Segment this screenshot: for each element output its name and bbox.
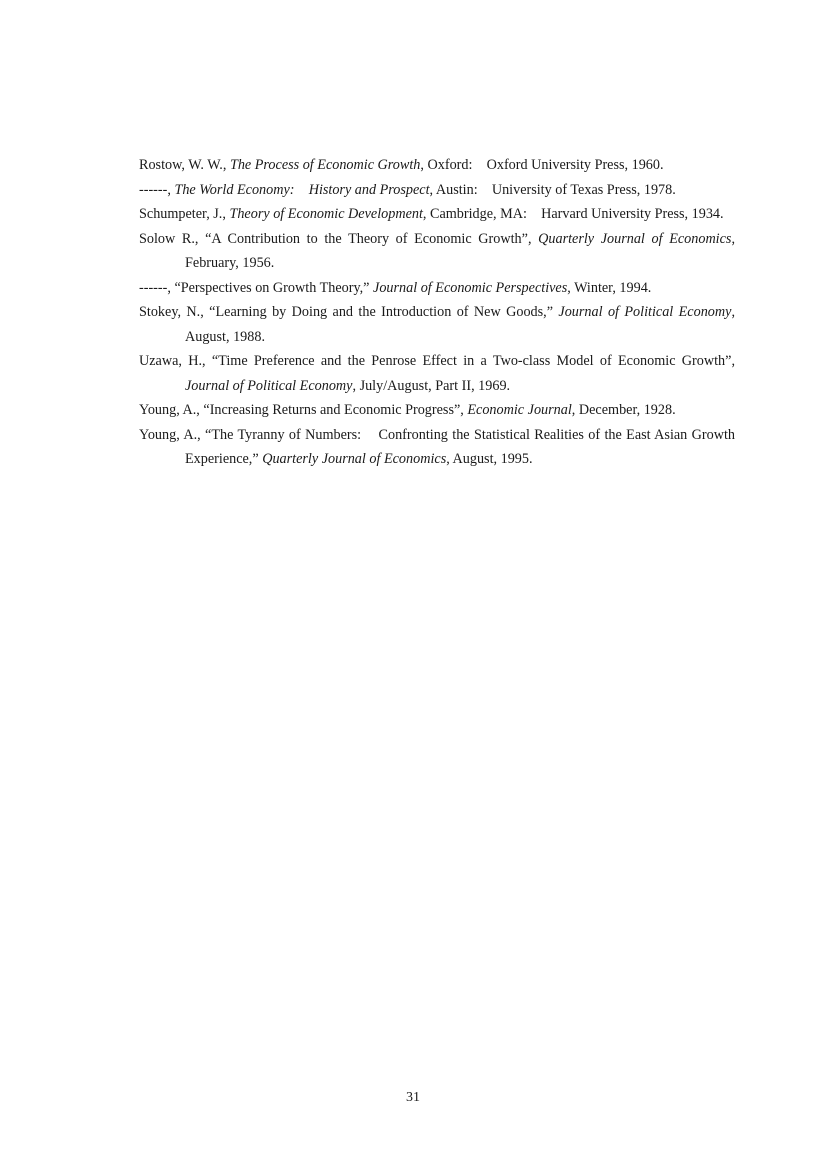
reference-entry: [139, 178, 735, 203]
ref-text: ------,: [139, 181, 175, 198]
reference-entry: [139, 276, 735, 301]
ref-title: The Process of Economic Growth: [229, 157, 421, 173]
ref-text: , December, 1928.: [571, 402, 676, 418]
ref-text: , August, 1995.: [446, 451, 533, 467]
ref-text: Young, A., “Increasing Returns and Economic Progress”,: [139, 402, 468, 418]
ref-text: , Austin: University of Texas Press, 1978.: [429, 181, 676, 198]
reference-entry: [139, 398, 735, 423]
ref-title: Economic Journal: [467, 402, 572, 418]
ref-title: Journal of Political Economy: [185, 377, 353, 394]
reference-entry: [139, 227, 735, 276]
reference-entry: [139, 202, 735, 227]
reference-entry: [139, 349, 735, 398]
ref-text: Stokey, N., “Learning by Doing and the Introduction of New Goods,”: [139, 304, 559, 320]
ref-text: Solow R., “A Contribution to the Theory of Economic Growth”,: [139, 230, 539, 247]
page-number: 31: [406, 1090, 420, 1105]
ref-title: Theory of Economic Development: [229, 206, 423, 222]
ref-text: ------, “Perspectives on Growth Theory,”: [139, 279, 374, 296]
ref-text: , Oxford: Oxford University Press, 1960.: [420, 157, 664, 173]
ref-text: Schumpeter, J.,: [139, 206, 230, 222]
ref-text: , August, 1988.: [185, 304, 735, 345]
ref-title: Journal of Political Economy: [558, 304, 732, 320]
ref-text: , July/August, Part II, 1969.: [352, 377, 511, 394]
ref-title: The World Economy: History and Prospect: [174, 181, 430, 198]
reference-entry: [139, 300, 735, 349]
ref-text: , Cambridge, MA: Harvard University Press, 1934.: [422, 206, 724, 222]
reference-entry: [139, 423, 735, 472]
ref-text: Uzawa, H., “Time Preference and the Penrose Effect in a Two-class Model of Economic Growth”,: [139, 353, 735, 369]
ref-text: , February, 1956.: [185, 230, 735, 271]
ref-title: Quarterly Journal of Economics: [538, 230, 732, 247]
reference-entry: [139, 153, 735, 178]
ref-text: , Winter, 1994.: [567, 279, 652, 296]
ref-title: Quarterly Journal of Economics: [262, 451, 447, 467]
ref-title: Journal of Economic Perspectives: [373, 279, 568, 296]
ref-text: Young, A., “The Tyranny of Numbers: Confronting the Statistical Realities of the East Asian Growth Experience,”: [139, 426, 735, 467]
ref-text: Rostow, W. W.,: [139, 157, 230, 173]
reference-list: [139, 153, 735, 472]
